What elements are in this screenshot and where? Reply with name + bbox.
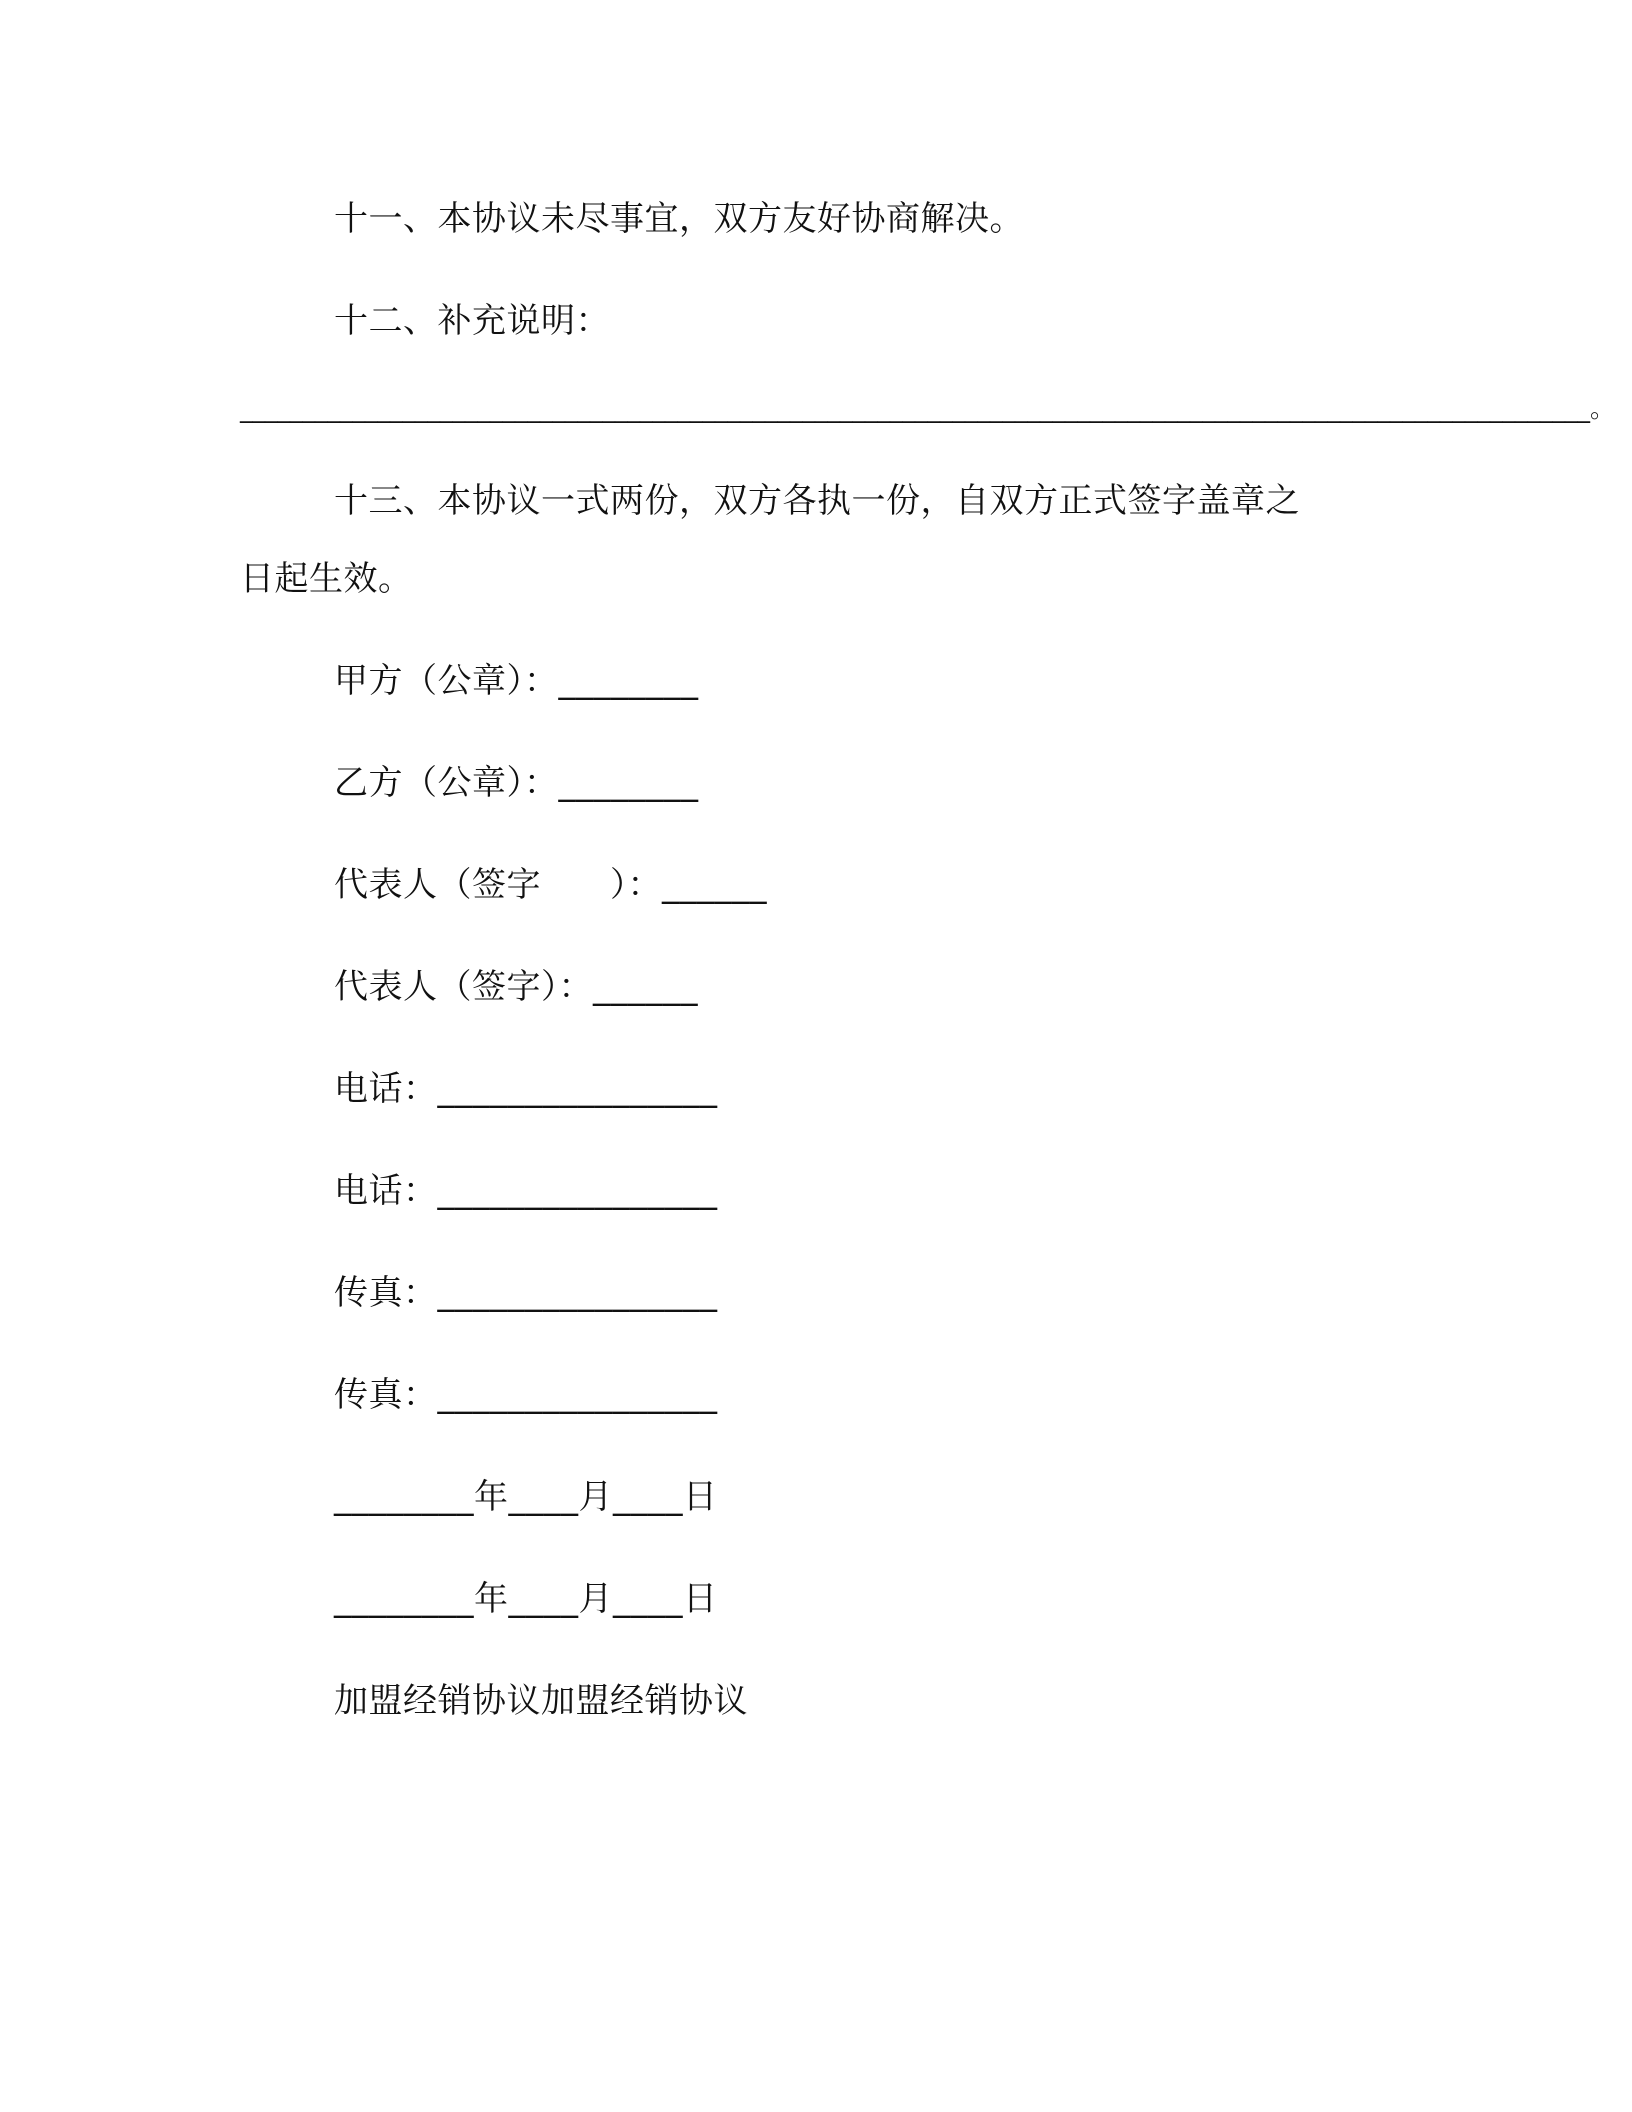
clause-13-line-2: 日起生效。 [240, 559, 413, 599]
clause-13-line-1: 十三、本协议一式两份，双方各执一份，自双方正式签字盖章之 [334, 481, 1300, 521]
date-2: ________年____月____日 [334, 1579, 718, 1619]
clause-11: 十一、本协议未尽事宜，双方友好协商解决。 [334, 199, 1024, 239]
representative-signature-2: 代表人（签字）：______ [334, 967, 698, 1007]
phone-2: 电话：________________ [334, 1171, 718, 1211]
clause-12-heading: 十二、补充说明： [334, 301, 610, 341]
clause-12-blank-line: ____________________________________________________________________________________________________________。 [240, 394, 1616, 423]
date-1: ________年____月____日 [334, 1477, 718, 1517]
representative-signature-1: 代表人（签字 ）：______ [334, 865, 767, 905]
party-a-seal: 甲方（公章）：________ [334, 661, 699, 701]
footer-title: 加盟经销协议加盟经销协议 [334, 1681, 748, 1721]
party-b-seal: 乙方（公章）：________ [334, 763, 699, 803]
phone-1: 电话：________________ [334, 1069, 718, 1109]
fax-2: 传真：________________ [334, 1375, 718, 1415]
fax-1: 传真：________________ [334, 1273, 718, 1313]
